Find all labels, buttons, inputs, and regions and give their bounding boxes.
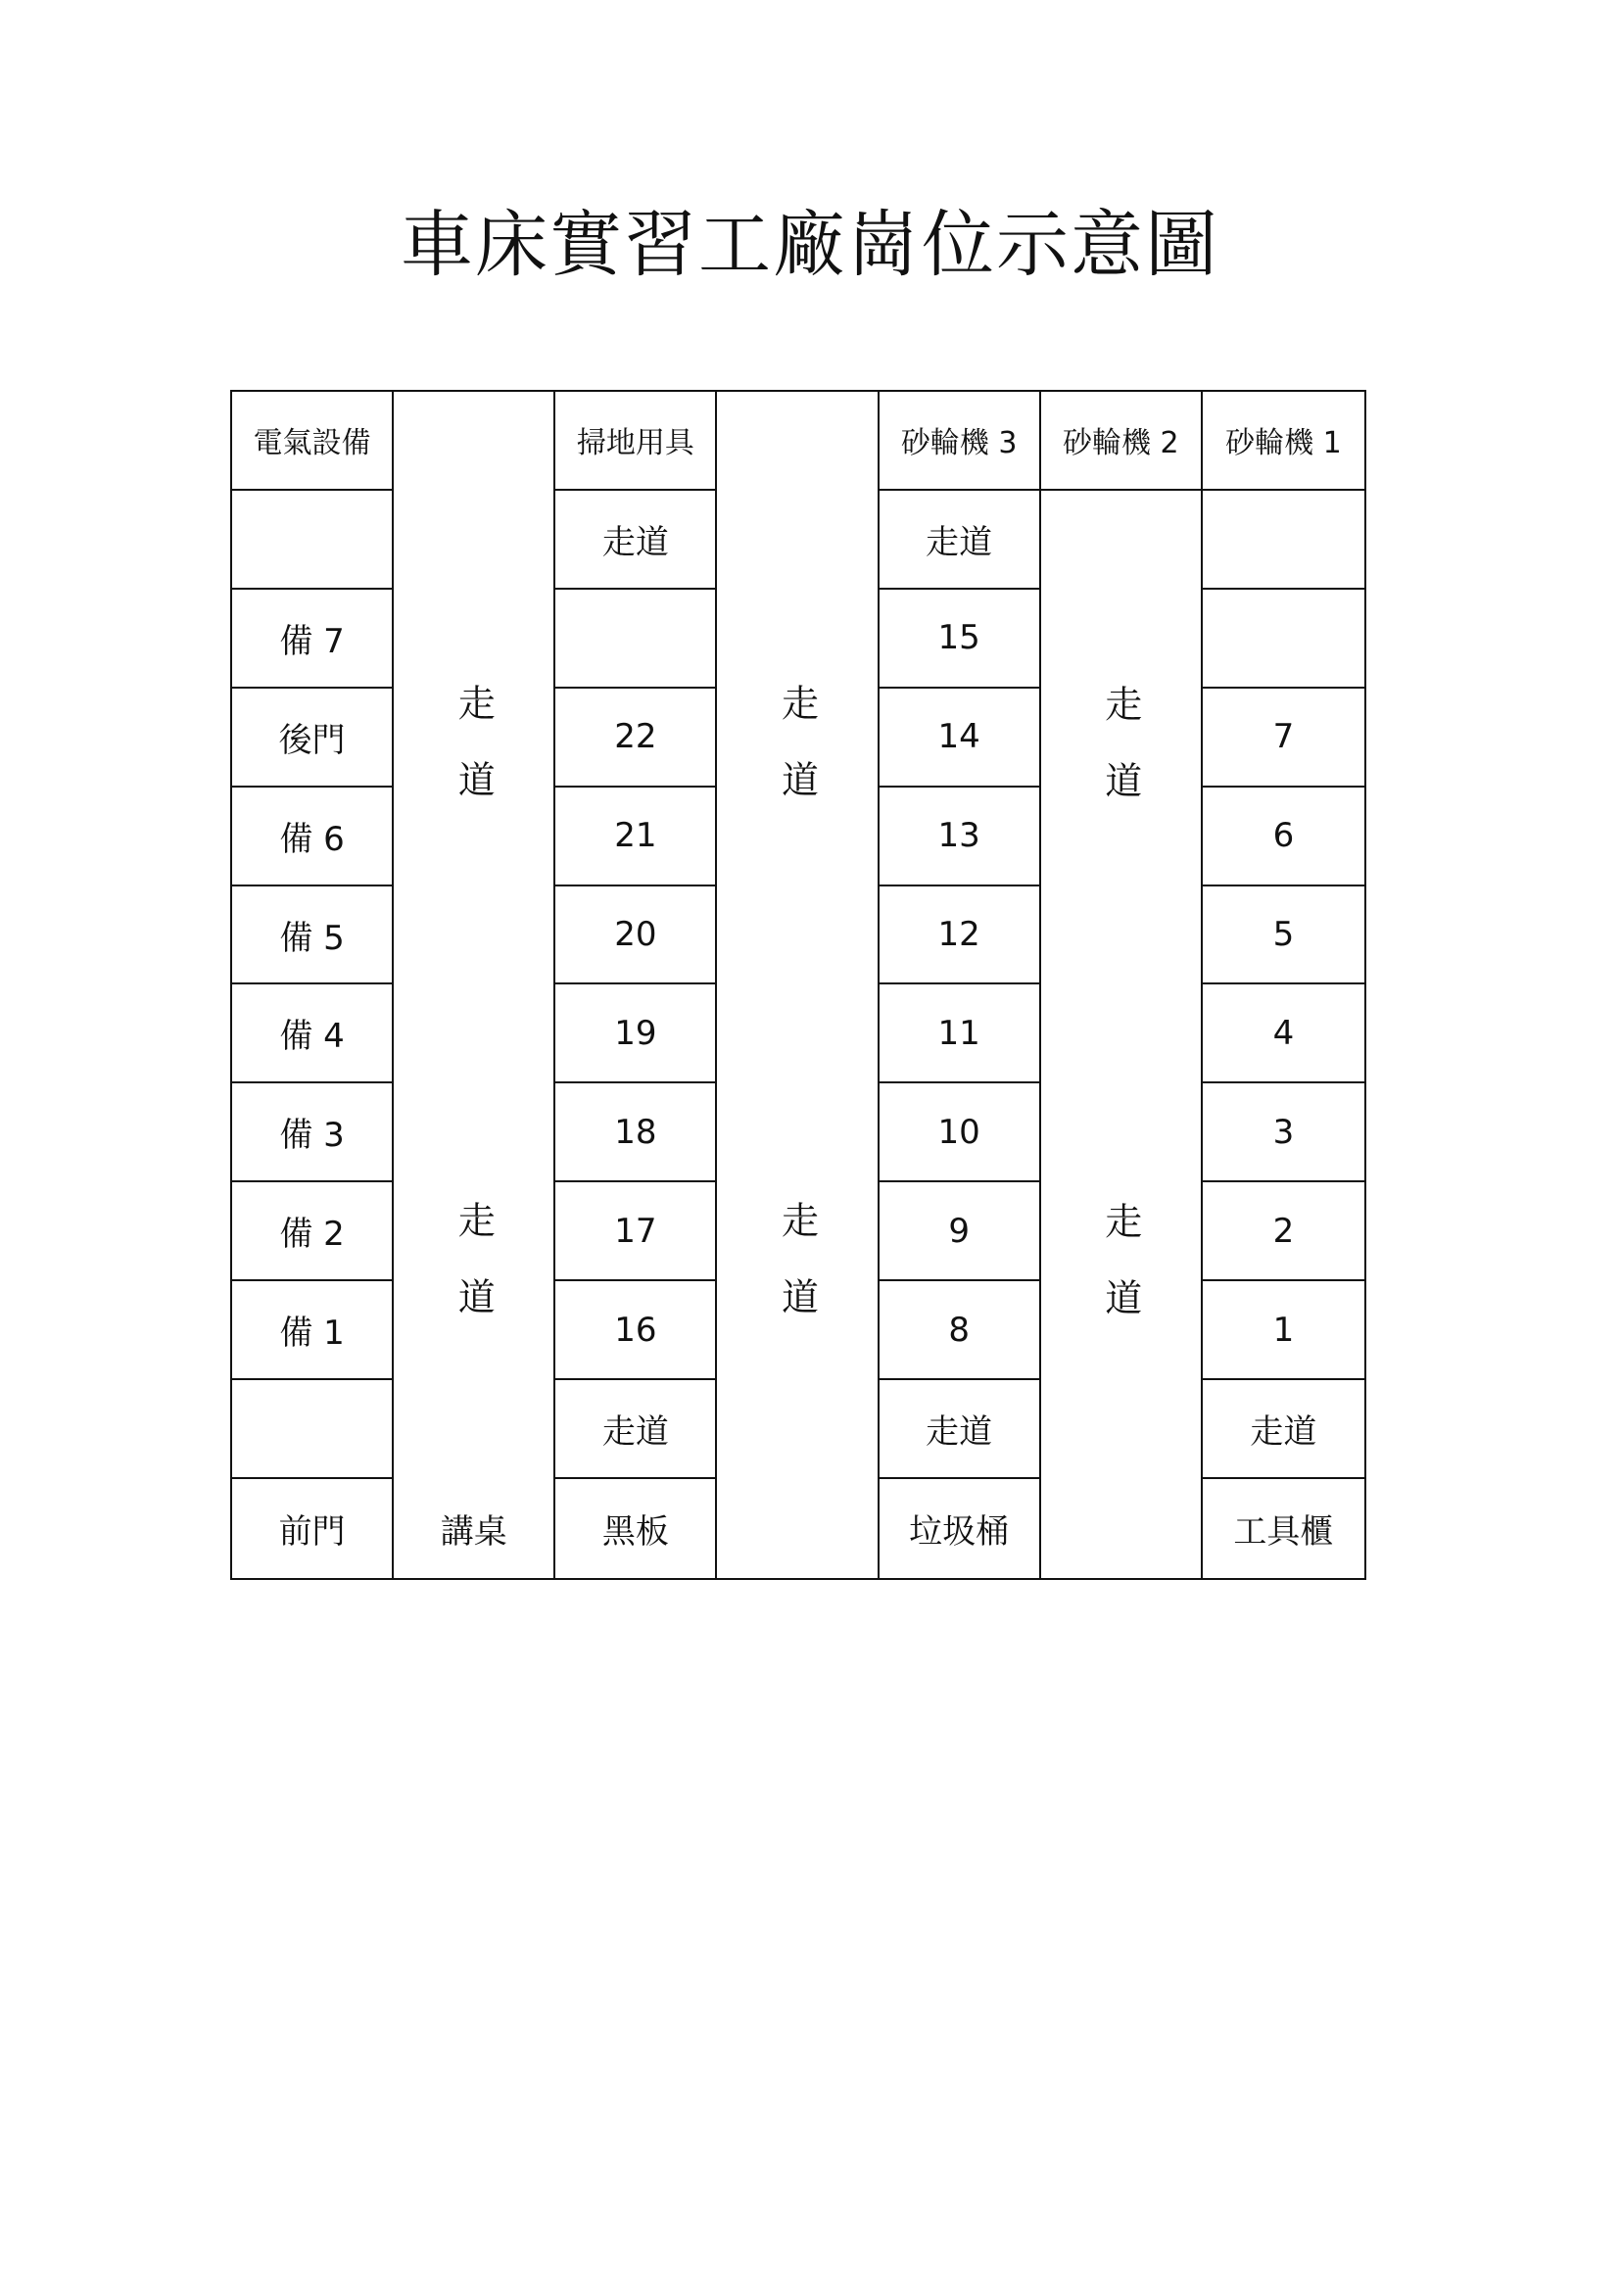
cell-spare-5: 備 5 <box>232 886 394 985</box>
station-16: 16 <box>555 1281 717 1380</box>
cell-grinder-2: 砂輪機 2 <box>1041 392 1203 491</box>
station-17: 17 <box>555 1182 717 1281</box>
aisle-label: 走道 <box>775 1201 819 1354</box>
aisle-column-1 <box>394 392 555 1479</box>
cell-grinder-3: 砂輪機 3 <box>880 392 1041 491</box>
aisle-label: 走道 <box>775 684 819 837</box>
cell-spare-6: 備 6 <box>232 788 394 886</box>
cell-front-door: 前門 <box>232 1479 394 1578</box>
station-14: 14 <box>880 689 1041 788</box>
station-3: 3 <box>1203 1083 1364 1182</box>
aisle-column-3 <box>1041 491 1203 1578</box>
cell-empty <box>1203 590 1364 689</box>
cell-blackboard: 黑板 <box>555 1479 717 1578</box>
station-8: 8 <box>880 1281 1041 1380</box>
cell-spare-4: 備 4 <box>232 984 394 1083</box>
station-7: 7 <box>1203 689 1364 788</box>
cell-walkway: 走道 <box>880 1380 1041 1479</box>
cell-back-door: 後門 <box>232 689 394 788</box>
station-4: 4 <box>1203 984 1364 1083</box>
station-22: 22 <box>555 689 717 788</box>
station-9: 9 <box>880 1182 1041 1281</box>
station-12: 12 <box>880 886 1041 985</box>
cell-spare-3: 備 3 <box>232 1083 394 1182</box>
cell-grinder-1: 砂輪機 1 <box>1203 392 1364 491</box>
station-19: 19 <box>555 984 717 1083</box>
aisle-label: 走道 <box>452 684 496 837</box>
station-10: 10 <box>880 1083 1041 1182</box>
aisle-label: 走道 <box>452 1201 496 1354</box>
cell-electrical-equipment: 電氣設備 <box>232 392 394 491</box>
cell-walkway: 走道 <box>555 491 717 590</box>
aisle-label: 走道 <box>1098 1201 1142 1355</box>
station-13: 13 <box>880 788 1041 886</box>
cell-walkway: 走道 <box>1203 1380 1364 1479</box>
cell-empty <box>232 1380 394 1479</box>
station-15: 15 <box>880 590 1041 689</box>
station-21: 21 <box>555 788 717 886</box>
workshop-floorplan <box>230 390 1366 1580</box>
station-20: 20 <box>555 886 717 985</box>
aisle-label: 走道 <box>1098 684 1142 837</box>
cell-empty <box>1203 491 1364 590</box>
station-2: 2 <box>1203 1182 1364 1281</box>
station-1: 1 <box>1203 1281 1364 1380</box>
cell-lectern: 講桌 <box>394 1479 555 1578</box>
cell-empty <box>232 491 394 590</box>
cell-spare-1: 備 1 <box>232 1281 394 1380</box>
station-6: 6 <box>1203 788 1364 886</box>
cell-spare-7: 備 7 <box>232 590 394 689</box>
aisle-column-2 <box>717 392 879 1578</box>
cell-cleaning-tools: 掃地用具 <box>555 392 717 491</box>
cell-trash-can: 垃圾桶 <box>880 1479 1041 1578</box>
station-18: 18 <box>555 1083 717 1182</box>
cell-empty <box>555 590 717 689</box>
station-5: 5 <box>1203 886 1364 985</box>
cell-spare-2: 備 2 <box>232 1182 394 1281</box>
cell-walkway: 走道 <box>880 491 1041 590</box>
cell-tool-cabinet: 工具櫃 <box>1233 1512 1334 1553</box>
station-11: 11 <box>880 984 1041 1083</box>
page-title: 車床實習工廠崗位示意圖 <box>401 203 1219 287</box>
cell-walkway: 走道 <box>555 1380 717 1479</box>
